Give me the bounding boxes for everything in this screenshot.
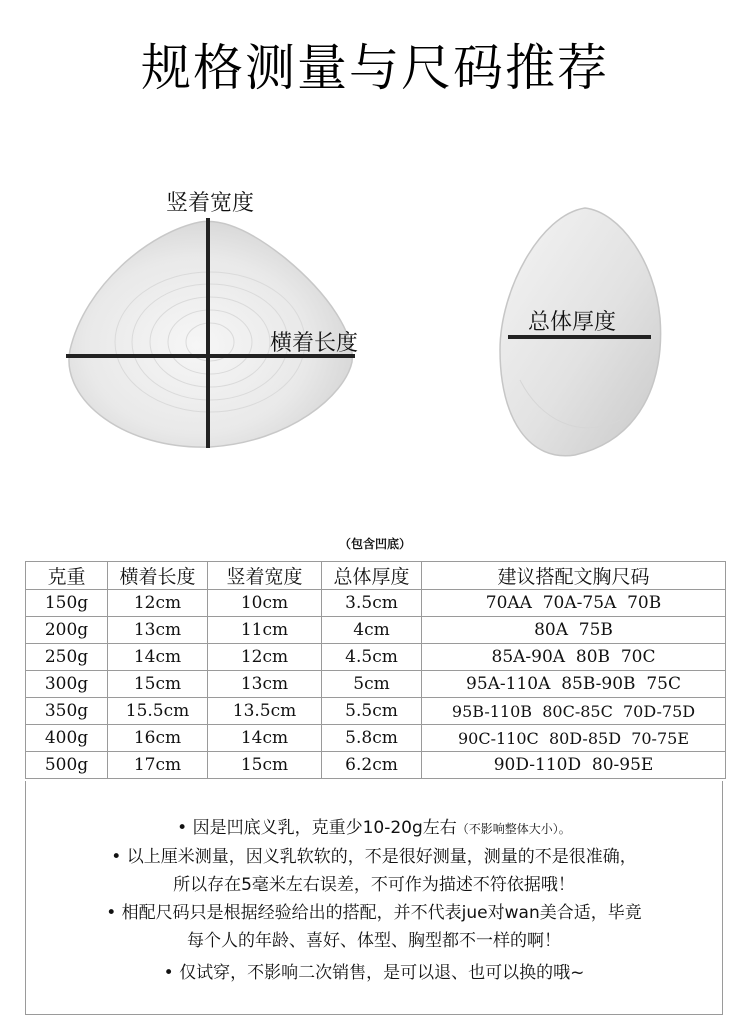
cell-bra-size: 90D-110D 80-95E — [422, 752, 726, 779]
table-row — [26, 752, 726, 779]
cell-length: 15cm — [108, 671, 208, 698]
cell-thickness: 5.8cm — [322, 725, 422, 752]
table-row — [26, 725, 726, 752]
total-thickness-label: 总体厚度 — [528, 310, 617, 335]
header-weight: 克重 — [26, 562, 108, 590]
cell-weight: 150g — [26, 590, 108, 617]
horizontal-length-label: 横着长度 — [270, 331, 359, 356]
table-row — [26, 644, 726, 671]
cell-weight: 350g — [26, 698, 108, 725]
cell-length: 14cm — [108, 644, 208, 671]
note-sizing-line2: 每个人的年龄、喜好、体型、胸型都不一样的啊！ — [187, 931, 561, 951]
cell-bra-size: 70AA 70A-75A 70B — [422, 590, 726, 617]
cell-bra-size: 80A 75B — [422, 617, 726, 644]
cell-weight: 250g — [26, 644, 108, 671]
note-returns: • 仅试穿，不影响二次销售，是可以退、也可以换的哦~ — [163, 963, 585, 983]
cell-bra-size: 95B-110B 80C-85C 70D-75D — [422, 698, 726, 725]
table-row — [26, 617, 726, 644]
cell-thickness: 6.2cm — [322, 752, 422, 779]
header-recommended-bra-size: 建议搭配文胸尺码 — [422, 562, 726, 590]
cell-width: 10cm — [208, 590, 322, 617]
table-header-row — [26, 562, 726, 590]
breast-form-illustration — [0, 170, 750, 470]
cell-thickness: 4.5cm — [322, 644, 422, 671]
table-note: （包含凹底） — [338, 537, 411, 551]
cell-length: 13cm — [108, 617, 208, 644]
cell-width: 11cm — [208, 617, 322, 644]
cell-width: 13.5cm — [208, 698, 322, 725]
cell-thickness: 4cm — [322, 617, 422, 644]
cell-length: 16cm — [108, 725, 208, 752]
cell-width: 14cm — [208, 725, 322, 752]
cell-width: 13cm — [208, 671, 322, 698]
size-spec-table — [25, 561, 726, 779]
note-measurement-line1: • 以上厘米测量，因义乳软软的，不是很好测量，测量的不是很准确， — [111, 847, 637, 867]
cell-length: 17cm — [108, 752, 208, 779]
cell-thickness: 5.5cm — [322, 698, 422, 725]
cell-width: 15cm — [208, 752, 322, 779]
cell-width: 12cm — [208, 644, 322, 671]
table-row — [26, 590, 726, 617]
header-horizontal-length: 横着长度 — [108, 562, 208, 590]
table-row — [26, 698, 726, 725]
cell-weight: 300g — [26, 671, 108, 698]
header-total-thickness: 总体厚度 — [322, 562, 422, 590]
notes-box — [25, 781, 723, 1015]
cell-bra-size: 90C-110C 80D-85D 70-75E — [422, 725, 726, 752]
cell-weight: 200g — [26, 617, 108, 644]
note-weight — [26, 814, 722, 843]
vertical-width-label: 竖着宽度 — [166, 191, 255, 216]
cell-bra-size: 95A-110A 85B-90B 75C — [422, 671, 726, 698]
cell-length: 15.5cm — [108, 698, 208, 725]
cell-weight: 500g — [26, 752, 108, 779]
table-row — [26, 671, 726, 698]
cell-thickness: 3.5cm — [322, 590, 422, 617]
cell-thickness: 5cm — [322, 671, 422, 698]
note-weight-aside: （不影响整体大小）。 — [456, 822, 571, 836]
page-title: 规格测量与尺码推荐 — [141, 39, 609, 97]
note-measurement-line2: 所以存在5毫米左右误差，不可作为描述不符依据哦！ — [173, 875, 575, 895]
note-sizing-line1: • 相配尺码只是根据经验给出的搭配，并不代表jue对wan美合适，毕竟 — [106, 903, 642, 923]
cell-weight: 400g — [26, 725, 108, 752]
header-vertical-width: 竖着宽度 — [208, 562, 322, 590]
cell-bra-size: 85A-90A 80B 70C — [422, 644, 726, 671]
cell-length: 12cm — [108, 590, 208, 617]
note-weight-main: • 因是凹底义乳，克重少10-20g左右 — [177, 818, 457, 838]
